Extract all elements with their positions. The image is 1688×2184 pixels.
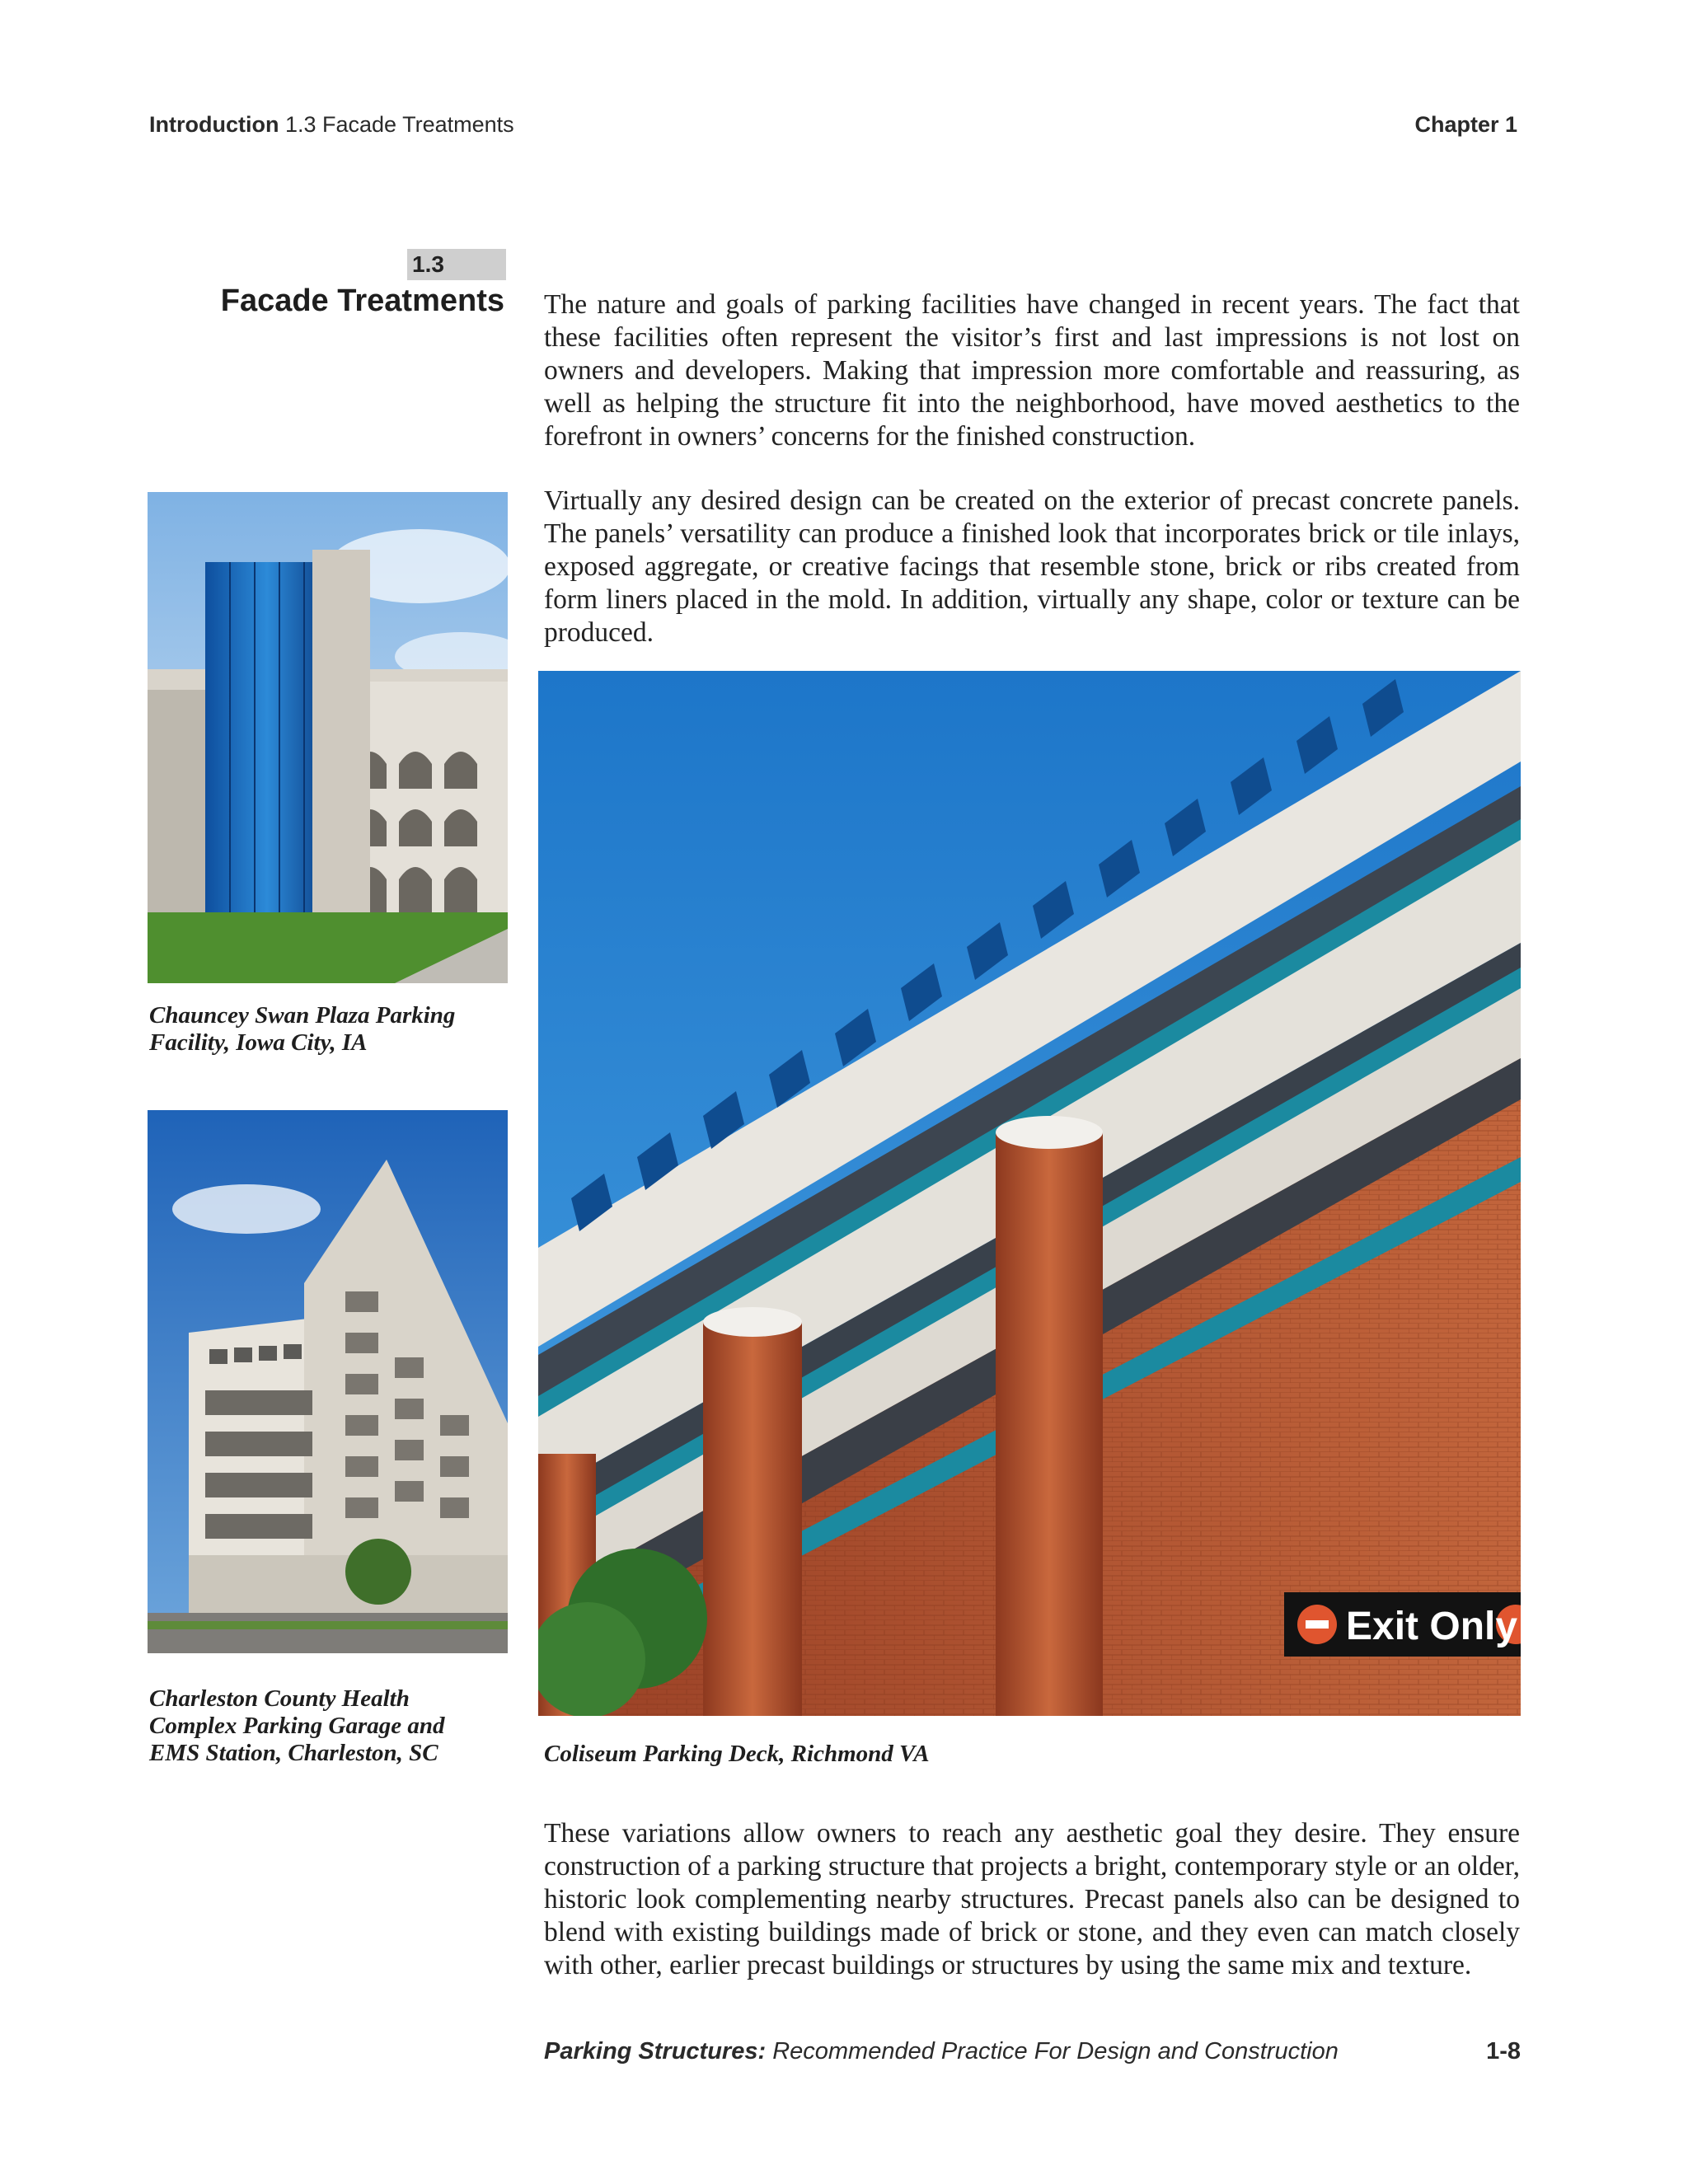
section-title: Facade Treatments [220,284,504,318]
section-number: 1.3 [407,249,506,280]
header-chapter: Chapter 1 [1414,112,1517,137]
paragraph-3: These variations allow owners to reach any aesthetic goal they desire. They ensure construction of a parking structure that projects a bright, contemporary style or an older, historic look complementing nearby structures. Precast panels also can be designed to blend with existing buildings made of brick or stone, and they even can match closely with other, earlier precast buildings or structures by using the same mix and texture. [544,1818,1520,1980]
paragraph-1: The nature and goals of parking facilities have changed in recent years. The fact that these facilities often represent the visitor’s first and last impressions is not lost on owners and developers. Making that impression more comfortable and reassuring, as well as helping the structure fit into the neighborhood, have moved aesthetics to the forefront in owners’ concerns for the finished construction. [544,289,1520,452]
footer-title-bold: Parking Structures: [544,2038,767,2064]
footer-title-rest: Recommended Practice For Design and Construction [766,2038,1339,2064]
caption-photo-3: Coliseum Parking Deck, Richmond VA [544,1741,930,1767]
running-footer [544,2038,1339,2065]
exit-sign-text: Exit Only [1346,1605,1518,1648]
header-section-title: 1.3 Facade Treatments [284,112,514,137]
page-number: 1-8 [1486,2038,1521,2064]
caption-photo-2: Charleston County Health Complex Parking Garage and EMS Station, Charleston, SC [149,1685,445,1766]
photo-coliseum-parking-deck [538,671,1521,1716]
photo-chauncey-swan-plaza [148,492,508,983]
header-section-label: Introduction [149,112,279,137]
paragraph-2: Virtually any desired design can be created on the exterior of precast concrete panels. The panels’ versatility can produce a finished look that incorporates brick or tile inlays, exposed aggregate, or creative facings that resemble stone, brick or ribs created from form liners placed in the mold. In addition, virtually any shape, color or texture can be produced. [544,485,1520,648]
caption-photo-1: Chauncey Swan Plaza Parking Facility, Iowa City, IA [149,1002,456,1056]
photo-charleston-health-complex [148,1110,508,1653]
running-header [149,112,514,138]
